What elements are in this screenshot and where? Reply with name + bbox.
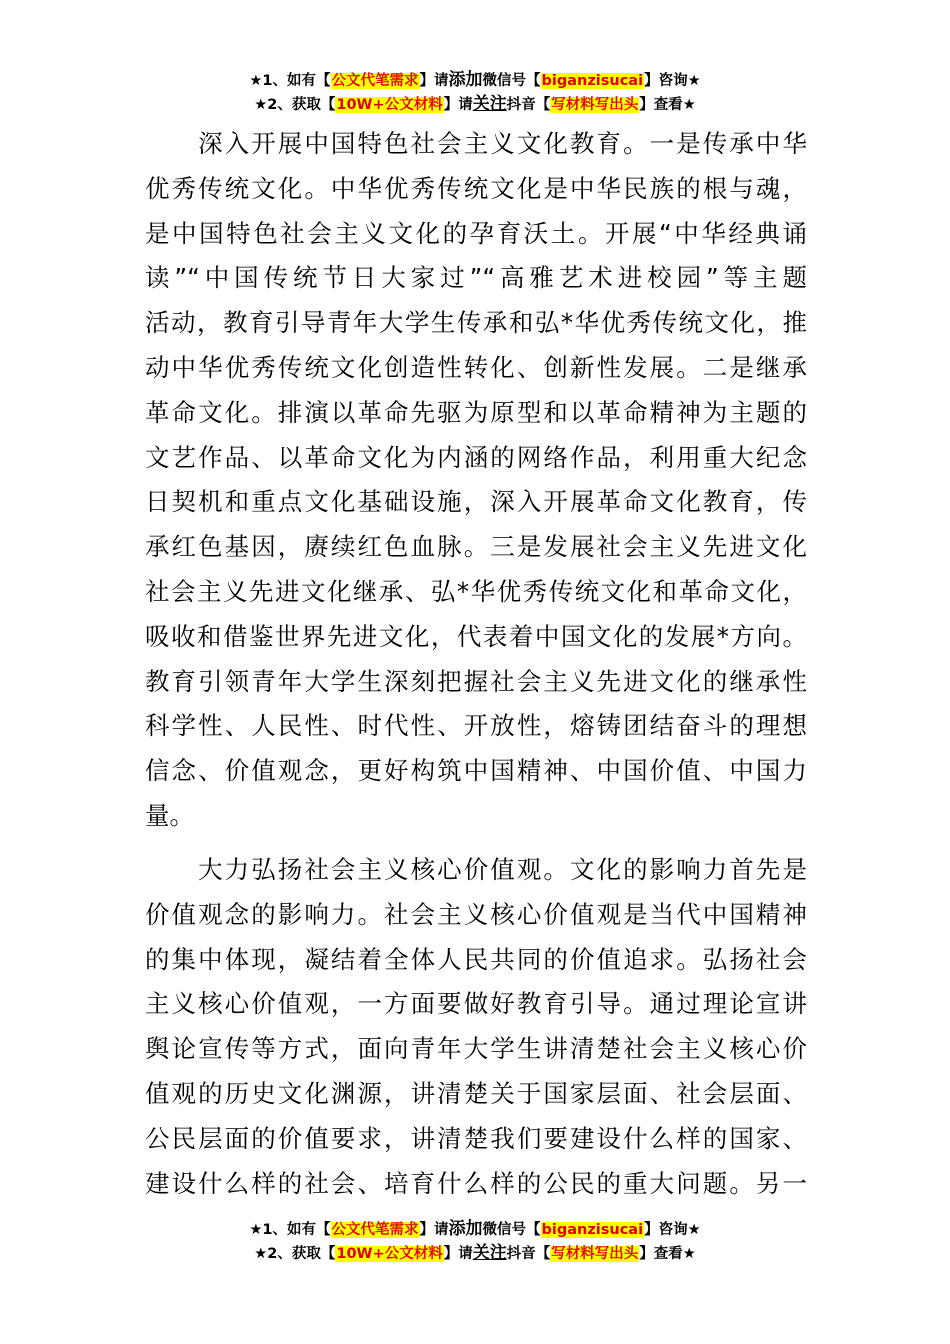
promo-text: 微信号【 bbox=[482, 73, 541, 89]
promo-emphasis: 添加 bbox=[448, 70, 483, 90]
promo-line-2 bbox=[0, 92, 950, 116]
header-promo-banner bbox=[0, 68, 950, 116]
text-line: 革命文化。排演以革命先驱为原型和以革命精神为主题的 bbox=[145, 397, 807, 427]
text-line: 社会主义先进文化继承、弘*华优秀传统文化和革命文化， bbox=[145, 576, 807, 606]
promo-text: 】请 bbox=[419, 73, 449, 89]
text-line: 优秀传统文化。中华优秀传统文化是中华民族的根与魂， bbox=[145, 173, 807, 203]
text-line: 信念、价值观念，更好构筑中国精神、中国价值、中国力 bbox=[145, 756, 807, 786]
promo-wechat-id: biganzisucai bbox=[541, 73, 644, 89]
text-line: 大力弘扬社会主义核心价值观。文化的影响力首先是 bbox=[145, 855, 807, 884]
promo-highlight: 10W+公文材料 bbox=[336, 1246, 443, 1262]
text-line: 建设什么样的社会、培育什么样的公民的重大问题。另一 bbox=[145, 1168, 807, 1198]
promo-emphasis: 关注 bbox=[472, 1243, 507, 1263]
promo-highlight: 公文代笔需求 bbox=[331, 73, 419, 89]
text-line: 吸收和借鉴世界先进文化，代表着中国文化的发展*方向。 bbox=[145, 621, 807, 651]
paragraph-1 bbox=[145, 122, 807, 839]
text-line: 日契机和重点文化基础设施，深入开展革命文化教育，传 bbox=[145, 487, 807, 517]
text-line: 的集中体现，凝结着全体人民共同的价值追求。弘扬社会 bbox=[145, 944, 807, 974]
promo-text: 】查看★ bbox=[639, 97, 696, 113]
promo-text: ★2、获取【 bbox=[254, 97, 336, 113]
promo-douyin-id: 写材料写出头 bbox=[551, 1246, 639, 1262]
text-line: 深入开展中国特色社会主义文化教育。一是传承中华 bbox=[145, 129, 807, 158]
promo-text: 】查看★ bbox=[639, 1246, 696, 1262]
promo-line-1 bbox=[0, 68, 950, 92]
promo-highlight: 公文代笔需求 bbox=[331, 1222, 419, 1238]
text-line: 公民层面的价值要求，讲清楚我们要建设什么样的国家、 bbox=[145, 1123, 807, 1153]
promo-line-1 bbox=[0, 1217, 950, 1241]
promo-line-2 bbox=[0, 1241, 950, 1265]
text-line: 科学性、人民性、时代性、开放性，熔铸团结奋斗的理想 bbox=[145, 711, 807, 741]
promo-text: 】请 bbox=[443, 97, 473, 113]
text-line: 舆论宣传等方式，面向青年大学生讲清楚社会主义核心价 bbox=[145, 1034, 807, 1064]
promo-highlight: 10W+公文材料 bbox=[336, 97, 443, 113]
promo-text: 抖音【 bbox=[506, 97, 551, 113]
promo-text: 抖音【 bbox=[506, 1246, 551, 1262]
promo-emphasis: 添加 bbox=[448, 1219, 483, 1239]
text-line: 值观的历史文化渊源，讲清楚关于国家层面、社会层面、 bbox=[145, 1078, 807, 1108]
promo-text: ★1、如有【 bbox=[249, 1222, 331, 1238]
promo-text: 微信号【 bbox=[482, 1222, 541, 1238]
paragraph-2 bbox=[145, 848, 807, 1206]
text-line: 价值观念的影响力。社会主义核心价值观是当代中国精神 bbox=[145, 899, 807, 929]
text-line: 教育引领青年大学生深刻把握社会主义先进文化的继承性 bbox=[145, 666, 807, 696]
text-line: 量。 bbox=[145, 800, 194, 830]
promo-text: 】请 bbox=[443, 1246, 473, 1262]
promo-text: ★1、如有【 bbox=[249, 73, 331, 89]
text-line: 读”“中国传统节日大家过”“高雅艺术进校园”等主题 bbox=[145, 263, 807, 293]
text-line: 动中华优秀传统文化创造性转化、创新性发展。二是继承 bbox=[145, 352, 807, 382]
promo-text: 】咨询★ bbox=[644, 73, 701, 89]
text-line: 是中国特色社会主义文化的孕育沃土。开展“中华经典诵 bbox=[145, 218, 807, 248]
promo-text: ★2、获取【 bbox=[254, 1246, 336, 1262]
promo-text: 】请 bbox=[419, 1222, 449, 1238]
promo-text: 】咨询★ bbox=[644, 1222, 701, 1238]
text-line: 文艺作品、以革命文化为内涵的网络作品，利用重大纪念 bbox=[145, 442, 807, 472]
text-line: 活动，教育引导青年大学生传承和弘*华优秀传统文化，推 bbox=[145, 308, 807, 338]
footer-promo-banner bbox=[0, 1217, 950, 1265]
promo-douyin-id: 写材料写出头 bbox=[551, 97, 639, 113]
promo-wechat-id: biganzisucai bbox=[541, 1222, 644, 1238]
promo-emphasis: 关注 bbox=[472, 94, 507, 114]
text-line: 主义核心价值观，一方面要做好教育引导。通过理论宣讲 bbox=[145, 989, 807, 1019]
text-line: 承红色基因，赓续红色血脉。三是发展社会主义先进文化 bbox=[145, 532, 807, 562]
